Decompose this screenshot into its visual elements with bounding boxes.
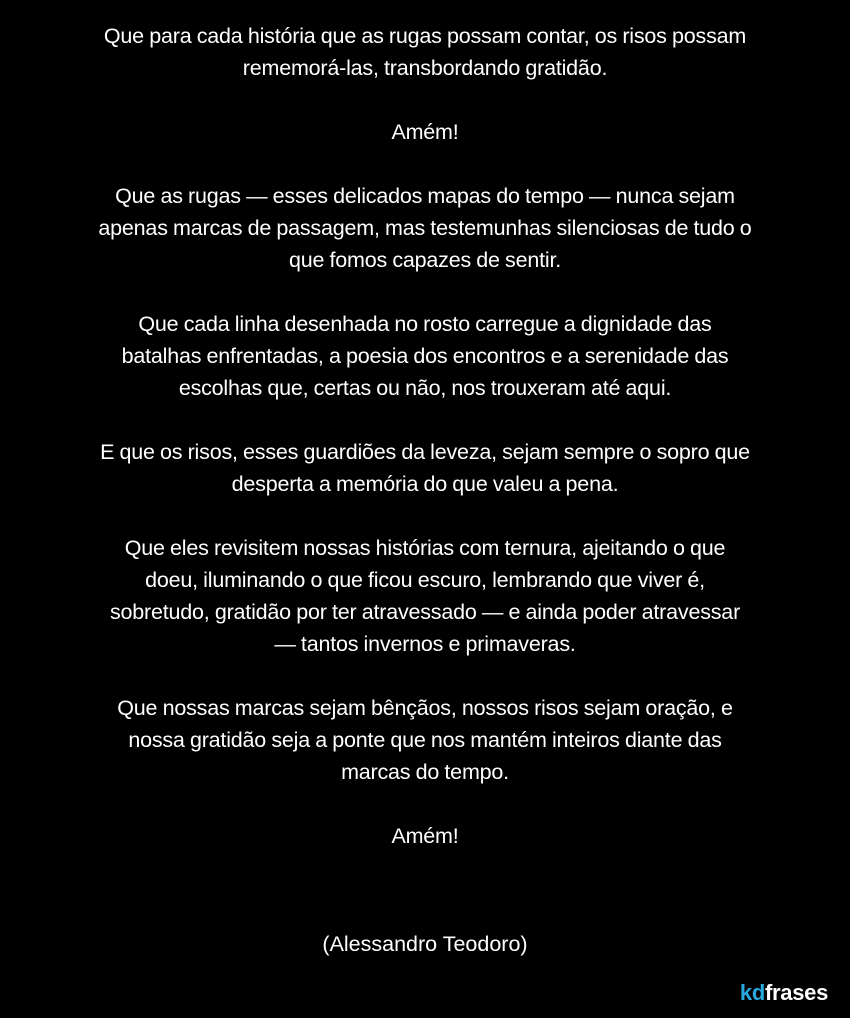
author-credit: (Alessandro Teodoro) [322, 932, 528, 956]
kdfrases-logo [740, 982, 828, 1004]
quote-paragraph [40, 532, 810, 660]
quote-paragraph [40, 692, 810, 788]
quote-line: Amém! [391, 824, 459, 848]
quote-line: escolhas que, certas ou não, nos trouxeram até aqui. [178, 376, 672, 400]
quote-line: doeu, iluminando o que ficou escuro, lembrando que viver é, [145, 568, 705, 592]
quote-line: — tantos invernos e primaveras. [274, 632, 576, 656]
quote-line: rememorá-las, transbordando gratidão. [242, 56, 608, 80]
quote-line: Que as rugas — esses delicados mapas do tempo — nunca sejam [115, 184, 735, 208]
quote-text [40, 20, 810, 884]
quote-line: nossa gratidão seja a ponte que nos mantém inteiros diante das [128, 728, 722, 752]
logo-part-frases: frases [764, 980, 828, 1005]
quote-paragraph [40, 116, 810, 148]
quote-line: Amém! [391, 120, 459, 144]
quote-paragraph [40, 180, 810, 276]
quote-line: batalhas enfrentadas, a poesia dos encontros e a serenidade das [121, 344, 729, 368]
quote-line: apenas marcas de passagem, mas testemunhas silenciosas de tudo o [98, 216, 752, 240]
quote-line: Que eles revisitem nossas histórias com ternura, ajeitando o que [124, 536, 726, 560]
logo-part-kd: kd [739, 980, 765, 1005]
quote-line: Que para cada história que as rugas possam contar, os risos possam [103, 24, 747, 48]
quote-line: marcas do tempo. [341, 760, 509, 784]
quote-line: que fomos capazes de sentir. [288, 248, 562, 272]
quote-line: E que os risos, esses guardiões da leveza, sejam sempre o sopro que [100, 440, 750, 464]
quote-paragraph [40, 436, 810, 500]
quote-paragraph [40, 308, 810, 404]
quote-line: desperta a memória do que valeu a pena. [231, 472, 619, 496]
quote-line: Que nossas marcas sejam bênçãos, nossos risos sejam oração, e [117, 696, 733, 720]
quote-paragraph [40, 20, 810, 84]
quote-line: sobretudo, gratidão por ter atravessado — e ainda poder atravessar [109, 600, 741, 624]
quote-paragraph [40, 820, 810, 852]
quote-line: Que cada linha desenhada no rosto carregue a dignidade das [138, 312, 712, 336]
